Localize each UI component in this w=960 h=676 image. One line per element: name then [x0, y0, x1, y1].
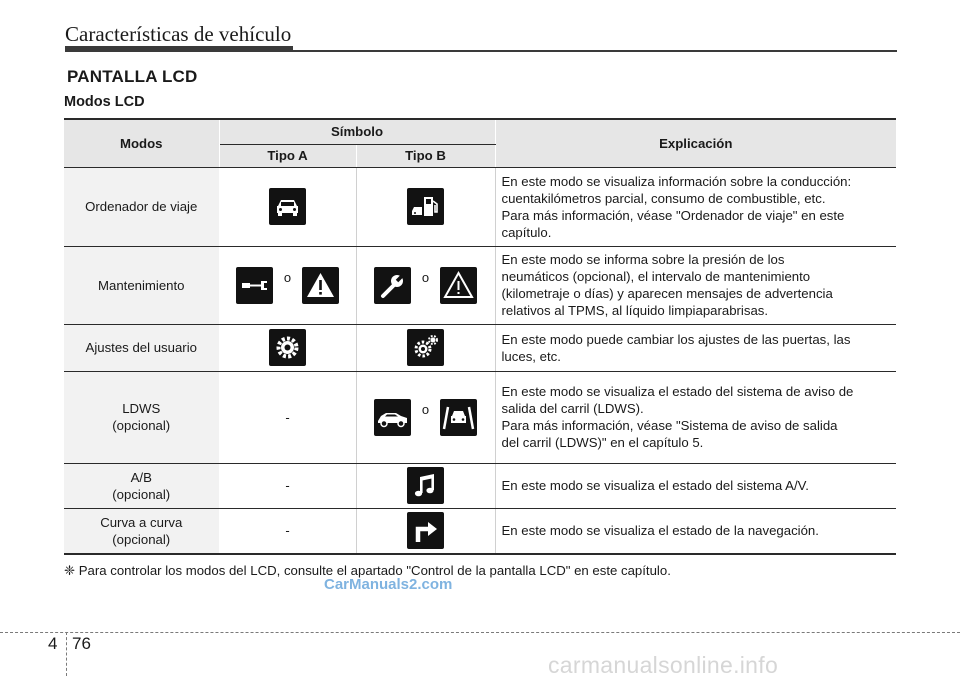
- type-a-cell: [219, 463, 356, 508]
- explanation-line: relativos al TPMS, al líquido limpiaparabrisas.: [501, 303, 769, 318]
- table-row: [64, 508, 896, 554]
- table-row: [64, 246, 896, 324]
- header-type-b: Tipo B: [356, 144, 495, 167]
- type-b-cell: [356, 371, 495, 463]
- header-explanation: Explicación: [495, 119, 896, 167]
- mode-cell: [64, 324, 219, 371]
- page-number: 76: [72, 634, 91, 653]
- explanation-line: salida del carril (LDWS).: [501, 401, 644, 416]
- no-symbol-dash: -: [285, 523, 290, 539]
- watermark-top: CarManuals2.com: [324, 576, 453, 593]
- watermark-bottom: carmanualsonline.info: [548, 652, 779, 676]
- type-a-cell: [219, 508, 356, 554]
- type-b-cell: [356, 463, 495, 508]
- mode-cell: [64, 371, 219, 463]
- explanation-line: luces, etc.: [501, 348, 561, 364]
- mode-note: (opcional): [112, 531, 171, 547]
- explanation-cell: [495, 324, 896, 371]
- type-a-cell: [219, 324, 356, 371]
- type-a-cell: [219, 371, 356, 463]
- or-label: o: [421, 401, 430, 417]
- explanation-line: capítulo.: [501, 224, 552, 240]
- footer-divider-vertical: [66, 632, 67, 676]
- explanation-line: del carril (LDWS)" en el capítulo 5.: [501, 435, 704, 450]
- explanation-cell: [495, 246, 896, 324]
- mode-name: LDWS: [122, 401, 161, 416]
- mode-name: Mantenimiento: [98, 277, 185, 293]
- or-label: o: [421, 269, 430, 285]
- table-row: [64, 167, 896, 246]
- footnote: ❈ Para controlar los modos del LCD, consulte el apartado "Control de la pantalla LCD" en este capítulo.: [64, 563, 671, 578]
- car-front-icon: [269, 188, 306, 225]
- explanation-cell: [495, 463, 896, 508]
- wrench-icon: [374, 267, 411, 304]
- car-side-icon: [374, 399, 411, 436]
- mode-cell: [64, 246, 219, 324]
- lcd-modes-table: [64, 118, 896, 555]
- lane-departure-icon: [440, 399, 477, 436]
- header-rule: [65, 50, 897, 52]
- table-row: [64, 463, 896, 508]
- explanation-line: En este modo se visualiza el estado del sistema de aviso de: [501, 384, 854, 399]
- header-modes: Modos: [64, 119, 219, 167]
- gears-icon: [407, 329, 444, 366]
- section-title: PANTALLA LCD: [67, 67, 198, 86]
- warning-icon: [440, 267, 477, 304]
- footer-divider: [0, 632, 960, 633]
- explanation-line: En este modo puede cambiar los ajustes de las puertas, las: [501, 331, 851, 347]
- music-note-icon: [407, 467, 444, 504]
- wrench-icon: [236, 267, 273, 304]
- explanation-line: En este modo se visualiza el estado del sistema A/V.: [501, 478, 809, 493]
- explanation-cell: [495, 508, 896, 554]
- type-a-cell: [219, 246, 356, 324]
- type-b-cell: [356, 167, 495, 246]
- no-symbol-dash: -: [285, 409, 290, 425]
- mode-cell: [64, 463, 219, 508]
- table-row: [64, 371, 896, 463]
- explanation-line: En este modo se informa sobre la presión de los: [501, 252, 785, 267]
- explanation-line: Para más información, véase "Ordenador de viaje" en este: [501, 207, 845, 223]
- gear-icon: [269, 329, 306, 366]
- mode-name: A/B: [130, 469, 152, 485]
- turn-right-arrow-icon: [407, 512, 444, 549]
- explanation-cell: [495, 167, 896, 246]
- explanation-line: En este modo se visualiza el estado de la navegación.: [501, 523, 819, 539]
- or-label: o: [283, 269, 292, 285]
- warning-icon: [302, 267, 339, 304]
- type-a-cell: [219, 167, 356, 246]
- mode-name: Curva a curva: [100, 514, 183, 530]
- type-b-cell: [356, 508, 495, 554]
- mode-cell: [64, 167, 219, 246]
- explanation-line: En este modo se visualiza información sobre la conducción:: [501, 173, 852, 189]
- mode-note: (opcional): [112, 486, 171, 502]
- header-symbol: Símbolo: [219, 119, 495, 144]
- fuel-pump-car-icon: [407, 188, 444, 225]
- explanation-line: neumáticos (opcional), el intervalo de mantenimiento: [501, 269, 811, 284]
- mode-note: (opcional): [112, 418, 171, 433]
- type-b-cell: [356, 324, 495, 371]
- mode-cell: [64, 508, 219, 554]
- header-type-a: Tipo A: [219, 144, 356, 167]
- explanation-line: (kilometraje o días) y aparecen mensajes de advertencia: [501, 286, 833, 301]
- table-row: [64, 324, 896, 371]
- chapter-title: Características de vehículo: [65, 22, 292, 46]
- mode-name: Ajustes del usuario: [85, 340, 197, 355]
- chapter-number: 4: [48, 634, 58, 653]
- explanation-line: Para más información, véase "Sistema de aviso de salida: [501, 418, 838, 433]
- mode-name: Ordenador de viaje: [85, 199, 198, 214]
- no-symbol-dash: -: [285, 478, 290, 493]
- explanation-cell: [495, 371, 896, 463]
- explanation-line: cuentakilómetros parcial, consumo de combustible, etc.: [501, 190, 826, 206]
- type-b-cell: [356, 246, 495, 324]
- sub-title: Modos LCD: [64, 94, 145, 110]
